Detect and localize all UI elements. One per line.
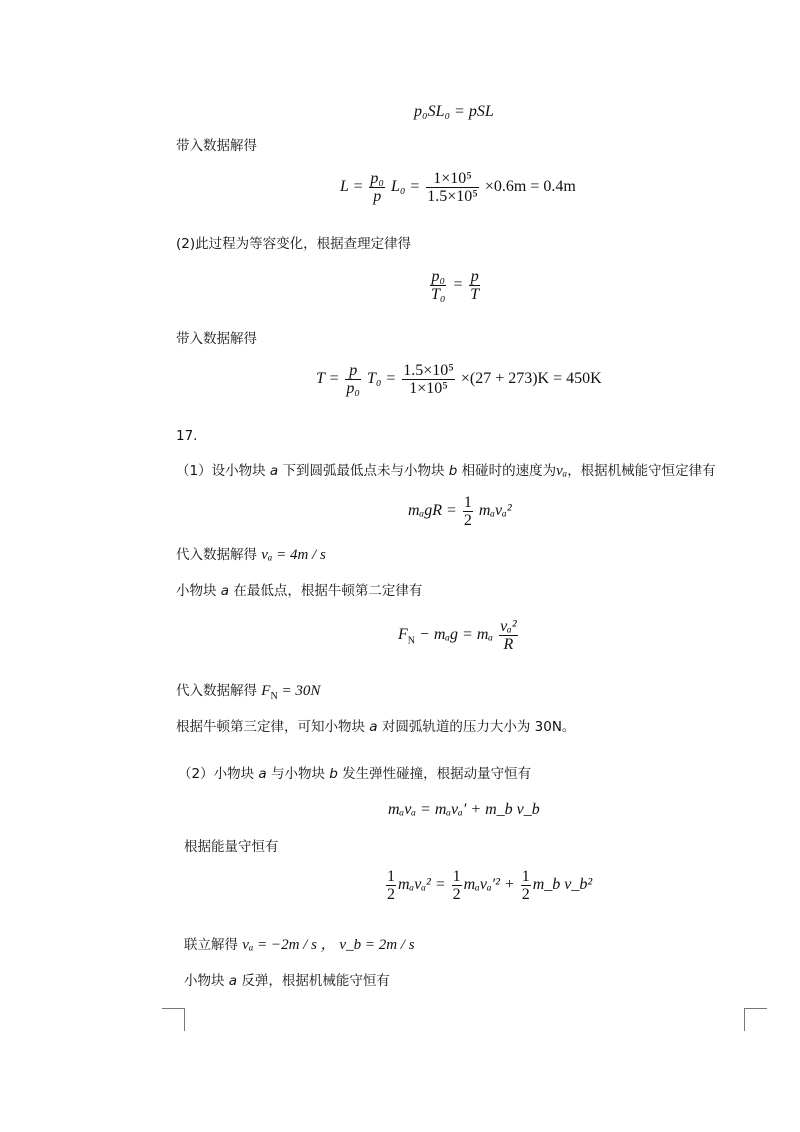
text-line: 联立解得 vₐ = −2m / s ， v_b = 2m / s — [184, 937, 415, 953]
equation-charles: $\frac{\text{p₀}}{\text{T₀}}$ = $\frac{p}{T}$ — [431, 268, 480, 303]
equation-temperature-result: T = $\frac{p}{\text{p₀}}$ T₀ = $\frac{\text{1.5×10⁵}}{\text{1×10⁵}}$ ×(27 + 273)K = 450K — [316, 362, 602, 397]
equation-energy-conservation: mₐgR = $\frac{1}{2}$ mₐvₐ² — [408, 494, 512, 529]
text-line: 带入数据解得 — [176, 331, 257, 347]
text-line: 代入数据解得 $F_N = 30N$ — [176, 683, 321, 702]
corner-mark-right — [744, 1008, 767, 1031]
text-line: 带入数据解得 — [176, 138, 257, 154]
equation-boyle: p₀SL₀ = pSL — [414, 103, 494, 120]
text-line: 小物块 a 反弹，根据机械能守恒有 — [184, 973, 390, 989]
text-line: 根据能量守恒有 — [184, 839, 279, 855]
text-line: （1）设小物块 a 下到圆弧最低点未与小物块 b 相碰时的速度为vₐ，根据机械能守恒定律有 — [176, 463, 716, 479]
text-line: 小物块 a 在最低点，根据牛顿第二定律有 — [176, 583, 423, 599]
text-line: 代入数据解得 vₐ = 4m / s — [176, 547, 326, 563]
equation-newton-second-law: $F_N - m_ag = m_a$ $\frac{\text{vₐ²}}{R}$ — [398, 618, 517, 653]
question-number: 17. — [176, 428, 198, 444]
equation-momentum-conservation: mₐvₐ = mₐvₐ′ + m_b v_b — [388, 801, 540, 818]
equation-length-result: L = $\frac{\text{p₀}}{p}$ L₀ = $\frac{\text{1×10⁵}}{\text{1.5×10⁵}}$ ×0.6m = 0.4m — [340, 170, 576, 205]
corner-mark-left — [162, 1008, 185, 1031]
text-line: 根据牛顿第三定律，可知小物块 a 对圆弧轨道的压力大小为 30N。 — [176, 719, 576, 735]
text-line: （2）小物块 a 与小物块 b 发生弹性碰撞，根据动量守恒有 — [178, 766, 532, 782]
equation-energy-elastic: $\frac{1}{2}$ mₐvₐ² = $\frac{1}{2}$ mₐvₐ′² + $\frac{1}{2}$ m_b v_b² — [387, 868, 593, 903]
text-line: (2)此过程为等容变化，根据查理定律得 — [176, 236, 412, 252]
